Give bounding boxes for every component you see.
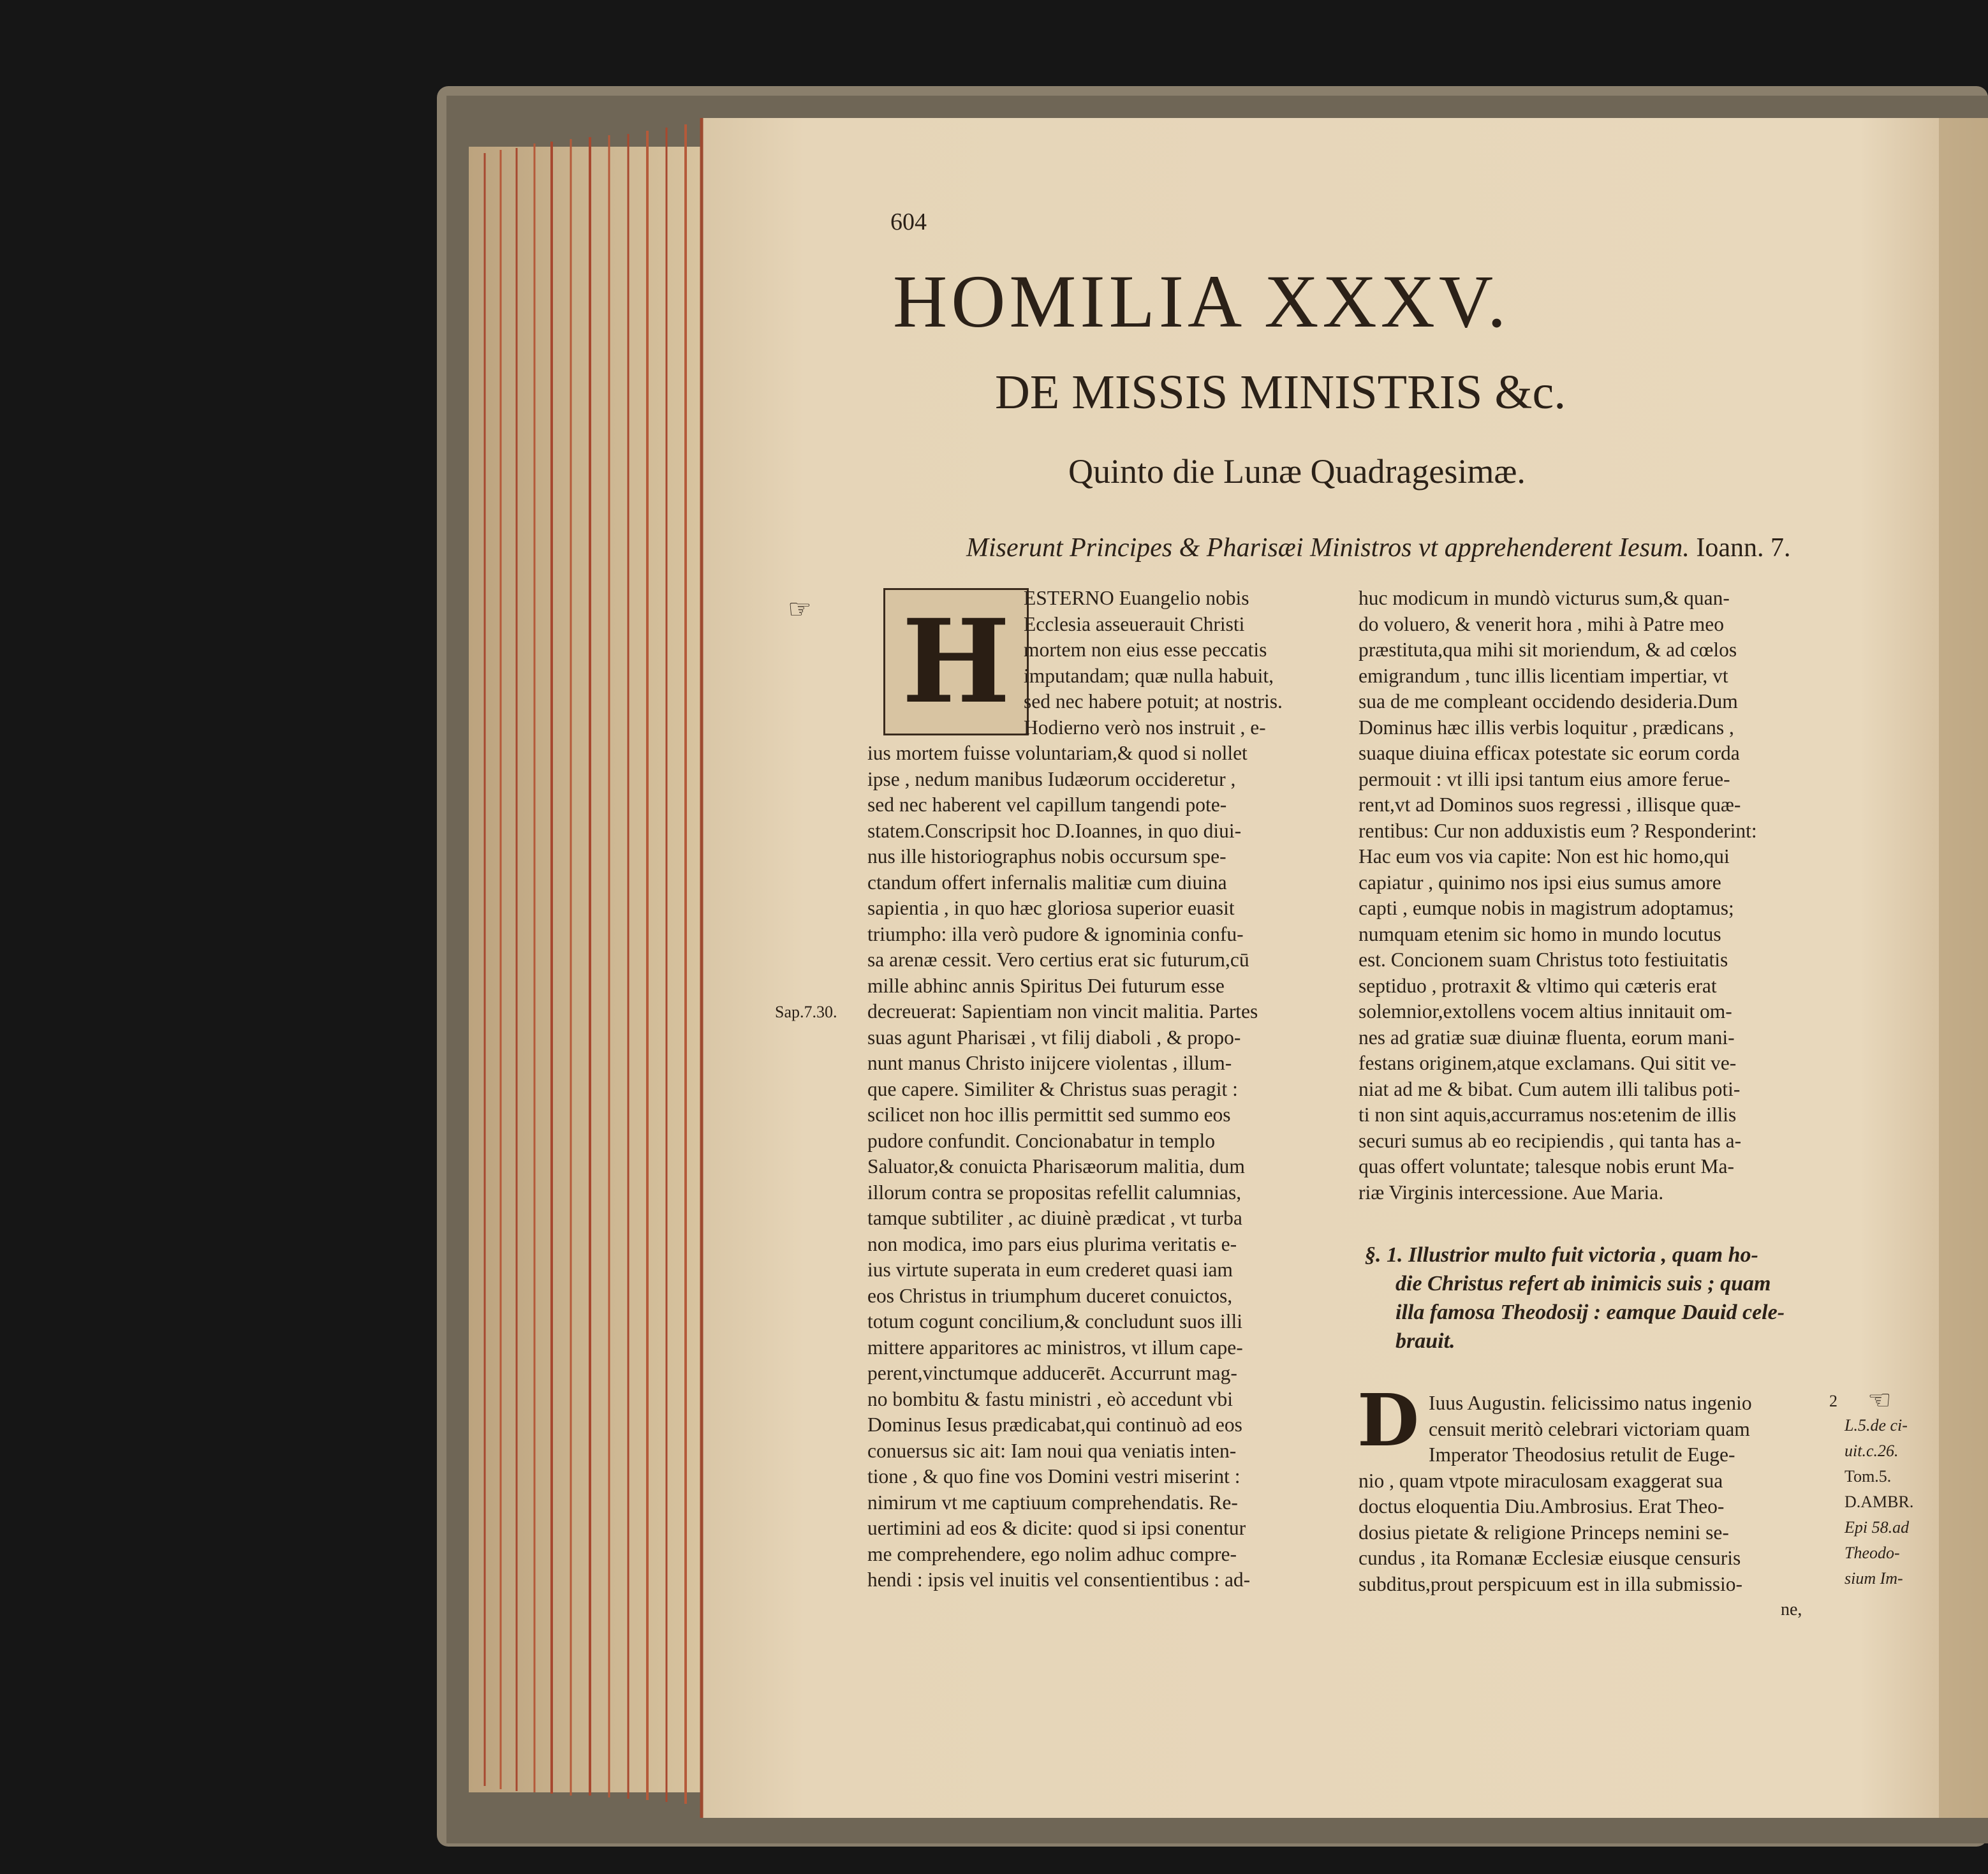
margin-note: Epi 58.ad	[1844, 1518, 1910, 1537]
margin-note-number: 2	[1829, 1392, 1837, 1410]
text-line: Dominus hæc illis verbis loquitur , prædicans ,	[1358, 716, 1734, 739]
margin-note-sap: Sap.7.30.	[775, 1003, 837, 1021]
margin-note: L.5.de ci-	[1844, 1416, 1908, 1435]
text-line: Hodierno verò nos instruit , e-	[1024, 716, 1266, 739]
text-line: solemnior,extollens vocem altius innitauit om-	[1358, 1000, 1732, 1022]
text-line: ti non sint aquis,accurramus nos:etenim de illis	[1358, 1103, 1737, 1126]
pointing-hand-icon: ☞	[1867, 1384, 1892, 1415]
text-line: sed nec haberent vel capillum tangendi pote-	[867, 793, 1227, 816]
text-line: scilicet non hoc illis permittit sed summo eos	[867, 1103, 1231, 1126]
text-line: mille abhinc annis Spiritus Dei futurum esse	[867, 974, 1225, 997]
text-line: me comprehendere, ego nolim adhuc compre-	[867, 1542, 1237, 1565]
text-line: Dominus Iesus prædicabat,qui continuò ad eos	[867, 1413, 1242, 1436]
text-line: tione , & quo fine vos Domini vestri miserint :	[867, 1465, 1241, 1487]
text-line: totum cogunt concilium,& concludunt suos illi	[867, 1310, 1242, 1332]
text-line: statem.Conscripsit hoc D.Ioannes, in quo diui-	[867, 819, 1242, 842]
text-line: doctus eloquentia Diu.Ambrosius. Erat Theo-	[1358, 1495, 1725, 1517]
text-line: festans originem,atque exclamans. Qui sitit ve-	[1358, 1052, 1737, 1074]
margin-note: Tom.5.	[1844, 1467, 1892, 1486]
text-line: hendi : ipsis vel inuitis vel consentientibus : ad-	[867, 1568, 1251, 1591]
text-line: perent,vinctumque adducerēt. Accurrunt mag-	[867, 1362, 1237, 1384]
text-line: præstituta,qua mihi sit moriendum, & ad cœlos	[1358, 638, 1737, 661]
right-column-section	[1358, 1391, 1843, 1597]
text-line: decreuerat: Sapientiam non vincit malitia. Partes	[867, 1000, 1258, 1022]
text-line: niat ad me & bibat. Cum autem illi talibus poti-	[1358, 1077, 1741, 1100]
text-line: suas agunt Pharisæi , vt filij diaboli , & propo-	[867, 1026, 1241, 1049]
margin-note: D.AMBR.	[1844, 1493, 1914, 1511]
text-line: eos Christus in triumphum duceret conuictos,	[867, 1284, 1233, 1307]
text-line: ctandum offert infernalis malitiæ cum diuina	[867, 871, 1227, 894]
text-line: sed nec habere potuit; at nostris.	[1024, 690, 1283, 712]
epigraph	[966, 533, 1791, 563]
text-line: Imperator Theodosius retulit de Euge-	[1429, 1443, 1735, 1466]
epigraph-text: Miserunt Principes & Pharisæi Ministros vt apprehenderent Iesum.	[966, 533, 1690, 563]
text-line: non modica, imo pars eius plurima veritatis e-	[867, 1232, 1237, 1255]
text-line: cundus , ita Romanæ Ecclesiæ eiusque censuris	[1358, 1547, 1741, 1569]
text-line: numquam etenim sic homo in mundo locutus	[1358, 922, 1721, 945]
epigraph-reference: Ioann. 7.	[1696, 533, 1791, 563]
text-line: ipse , nedum manibus Iudæorum occideretur ,	[867, 767, 1236, 790]
text-line: censuit meritò celebrari victoriam quam	[1429, 1417, 1750, 1440]
text-line: suaque diuina efficax potestate sic eorum corda	[1358, 742, 1740, 764]
text-line: mittere apparitores ac ministros, vt illum cape-	[867, 1336, 1243, 1359]
homily-title: HOMILIA XXXV.	[893, 260, 1510, 343]
text-line: est. Concionem suam Christus toto festiuitatis	[1358, 948, 1728, 971]
text-line: ius virtute superata in eum crederet quasi iam	[867, 1258, 1233, 1281]
text-line: huc modicum in mundò victurus sum,& quan-	[1358, 587, 1730, 609]
pointing-hand-icon: ☞	[788, 593, 812, 624]
text-line: triumpho: illa verò pudore & ignominia confu-	[867, 922, 1244, 945]
page-edges	[469, 121, 711, 1805]
text-line: quas offert voluntate; talesque nobis erunt Ma-	[1358, 1155, 1735, 1177]
text-line: mortem non eius esse peccatis	[1024, 638, 1267, 661]
heading-line: brauit.	[1395, 1329, 1455, 1353]
text-line: septiduo , protraxit & vltimo qui cæteris erat	[1358, 974, 1717, 997]
heading-line: die Christus refert ab inimicis suis ; quam	[1395, 1272, 1771, 1295]
margin-note: Theodo-	[1844, 1544, 1900, 1562]
text-line: Saluator,& conuicta Pharisæorum malitia, dum	[867, 1155, 1245, 1177]
heading-line: illa famosa Theodosij : eamque Dauid cele-	[1395, 1301, 1785, 1324]
text-line: nus ille historiographus nobis occursum spe-	[867, 845, 1226, 867]
text-line: permouit : vt illi ipsi tantum eius amore ferue-	[1358, 767, 1730, 790]
homily-subtitle: DE MISSIS MINISTRIS &c.	[995, 365, 1566, 419]
text-line: pudore confundit. Concionabatur in templo	[867, 1129, 1216, 1152]
text-line: nes ad gratiæ suæ diuinæ fluenta, eorum mani-	[1358, 1026, 1735, 1049]
right-column	[1358, 586, 1843, 1206]
heading-line: §. 1. Illustrior multo fuit victoria , quam ho-	[1365, 1243, 1758, 1267]
text-line: nio , quam vtpote miraculosam exaggerat sua	[1358, 1469, 1723, 1492]
text-line: ius mortem fuisse voluntariam,& quod si nollet	[867, 742, 1248, 764]
section-heading	[1365, 1241, 1840, 1355]
catchword: ne,	[1781, 1600, 1802, 1619]
text-line: emigrandum , tunc illis licentiam impertiar, vt	[1358, 664, 1728, 687]
text-line: subditus,prout perspicuum est in illa submissio-	[1358, 1572, 1742, 1595]
text-line: sapientia , in quo hæc gloriosa superior euasit	[867, 897, 1235, 919]
text-line: tamque subtiliter , ac diuinè prædicat , vt turba	[867, 1207, 1242, 1229]
text-line: riæ Virginis intercessione. Aue Maria.	[1358, 1181, 1664, 1204]
text-line: que capere. Similiter & Christus suas peragit :	[867, 1077, 1238, 1100]
margin-note: sium Im-	[1844, 1569, 1903, 1588]
text-line: Ecclesia asseuerauit Christi	[1024, 612, 1245, 635]
text-line: Iuus Augustin. felicissimo natus ingenio	[1429, 1392, 1752, 1414]
text-line: do voluero, & venerit hora , mihi à Patre meo	[1358, 612, 1724, 635]
text-line: Hac eum vos via capite: Non est hic homo,qui	[1358, 845, 1730, 867]
text-line: sa arenæ cessit. Vero certius erat sic futurum,cū	[867, 948, 1249, 971]
text-line: ESTERNO Euangelio nobis	[1024, 587, 1249, 609]
text-line: imputandam; quæ nulla habuit,	[1024, 664, 1274, 687]
text-line: nunt manus Christo inijcere violentas , illum-	[867, 1052, 1232, 1074]
text-line: rentibus: Cur non adduxistis eum ? Responderint:	[1358, 819, 1757, 842]
margin-note: uit.c.26.	[1844, 1442, 1899, 1460]
dropcap-letter: D	[1357, 1379, 1420, 1463]
page-number: 604	[890, 209, 927, 235]
text-line: no bombitu & fastu ministri , eò accedunt vbi	[867, 1387, 1233, 1410]
text-line: securi sumus ab eo recipiendis , qui tanta has a-	[1358, 1129, 1742, 1152]
text-line: capiatur , quinimo nos ipsi eius sumus amore	[1358, 871, 1721, 894]
text-line: capti , eumque nobis in magistrum adoptamus;	[1358, 897, 1734, 919]
text-line: sua de me compleant occidendo desideria.Dum	[1358, 690, 1738, 712]
initial-letter: H	[901, 594, 1011, 729]
text-line: uertimini ad eos & dicite: quod si ipsi conentur	[867, 1517, 1246, 1539]
text-line: illorum contra se propositas refellit calumnias,	[867, 1181, 1242, 1204]
text-line: nimirum vt me captiuum comprehendatis. Re-	[867, 1491, 1238, 1514]
text-line: rent,vt ad Dominos suos regressi , illisque quæ-	[1358, 793, 1741, 816]
text-line: dosius pietate & religione Princeps nemini se-	[1358, 1521, 1729, 1544]
text-line: conuersus sic ait: Iam noui qua veniatis inten-	[867, 1439, 1237, 1462]
left-column	[867, 586, 1333, 1593]
day-line: Quinto die Lunæ Quadragesimæ.	[1068, 452, 1526, 491]
